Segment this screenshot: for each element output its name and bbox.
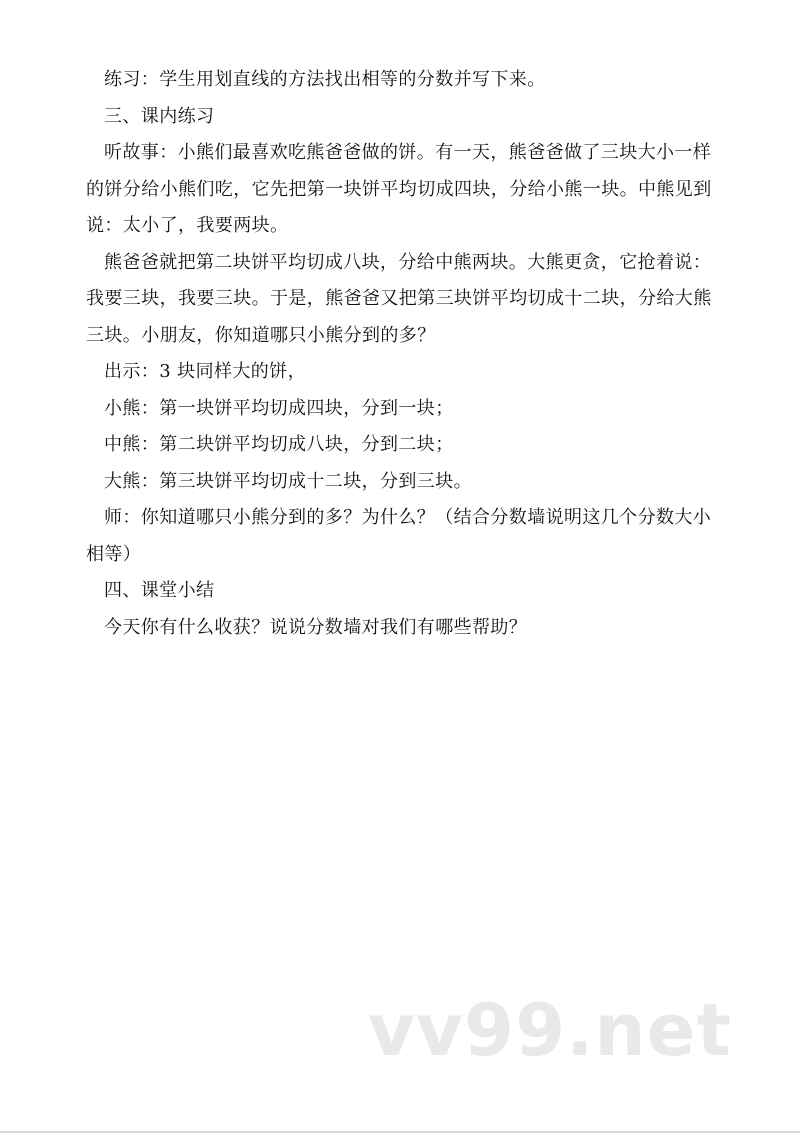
paragraph-show-cakes: 出示：3 块同样大的饼， [104, 361, 306, 382]
paragraph-big-bear: 大熊：第三块饼平均切成十二块，分到三块。 [104, 470, 472, 492]
paragraph-teacher-question: 师：你知道哪只小熊分到的多？为什么？（结合分数墙说明这几个分数大小相等） [86, 507, 712, 565]
paragraph-middle-bear: 中熊：第二块饼平均切成八块，分到二块； [104, 434, 454, 455]
paragraph-story-part-2: 熊爸爸就把第二块饼平均切成八块，分给中熊两块。大熊更贪，它抢着说：我要三块，我要三块。于是，熊爸爸又把第三块饼平均切成十二块，分给大熊三块。小朋友，你知道哪只小熊分到的多？ [86, 251, 712, 346]
paragraph-practice: 练习：学生用划直线的方法找出相等的分数并写下来。 [104, 69, 546, 90]
paragraph-summary-question: 今天你有什么收获？说说分数墙对我们有哪些帮助？ [104, 616, 528, 638]
heading-class-summary: 四、课堂小结 [104, 580, 215, 601]
paragraph-story-part-1: 听故事：小熊们最喜欢吃熊爸爸做的饼。有一天，熊爸爸做了三块大小一样的饼分给小熊们吃，它先把第一块饼平均切成四块，分给小熊一块。中熊见到说：太小了，我要两块。 [86, 142, 712, 236]
heading-in-class-exercises: 三、课内练习 [104, 105, 215, 127]
page-bottom-divider [0, 1131, 800, 1133]
document-body [86, 62, 726, 646]
paragraph-small-bear: 小熊：第一块饼平均切成四块，分到一块； [104, 397, 454, 419]
watermark-logo: vv99.net [368, 988, 732, 1072]
